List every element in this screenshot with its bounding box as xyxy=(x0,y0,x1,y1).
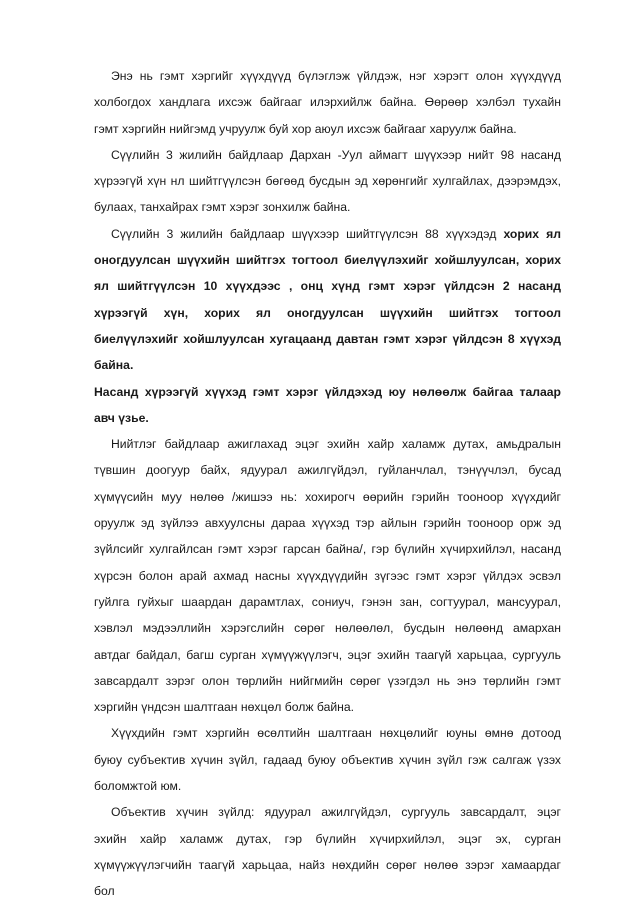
text-line: бол xyxy=(94,884,115,899)
text-line xyxy=(94,221,561,247)
text-line: оруулж эд зүйлээ авхуулсны дараа хүүхэд тэр айлын гэрийн тооноор орж эд xyxy=(94,516,561,531)
bold-text-segment: хорих ял xyxy=(503,226,561,241)
text-line: хүрээгүй хүн, хорих ял оногдуулсан шүүхийн шийтгэх тогтоол xyxy=(94,305,561,320)
text-line: Хүүхдийн гэмт хэргийн өсөлтийн шалтгаан нөхцөлийг юуны өмнө дотоод xyxy=(111,726,561,741)
text-line: гуйлга гуйхыг шаардан дарамтлах, сониуч, гэнэн зан, согтуурал, мансуурал, xyxy=(94,594,561,609)
text-line: боломжтой юм. xyxy=(94,779,182,794)
text-segment: Сүүлийн 3 жилийн байдлаар шүүхээр шийтгүүлсэн 88 хүүхэдэд xyxy=(111,226,504,241)
text-line: Нийтлэг байдлаар ажиглахад эцэг эхийн хайр халамж дутах, амьдралын xyxy=(111,437,561,452)
text-line: биелүүлэхийг хойшлуулсан хугацаанд давтан гэмт хэрэг үйлдсэн 8 хүүхэд xyxy=(94,331,561,346)
text-line: хүрсэн болон арай ахмад насны хүүхдүүдийн зүгээс гэмт хэрэг үйлдэх эсвэл xyxy=(94,568,561,583)
text-line: оногдуулсан шүүхийн шийтгэх тогтоол биелүүлэхийг хойшлуулсан, хорих xyxy=(94,253,561,268)
text-line: хүмүүжүүлэгчийн таагүй харьцаа, найз нөхдийн сөрөг нөлөө зэрэг хамаардаг xyxy=(94,857,561,872)
text-line: завсардалт зэрэг олон төрлийн нийгмийн сөрөг үзэгдэл нь энэ төрлийн гэмт xyxy=(94,673,561,688)
document-page xyxy=(94,63,561,905)
text-line: зүйлсийг хулгайлсан гэмт хэрэг гарсан байна/, гэр бүлийн хүчирхийлэл, насанд xyxy=(94,542,561,557)
text-line: авч үзье. xyxy=(94,410,149,425)
text-line: эхийн хайр халамж дутах, гэр бүлийн хүчирхийлэл, эцэг эх, сурган xyxy=(94,831,561,846)
text-line: түвшин доогуур байх, ядуурал ажилгүйдэл, гуйланчлал, тэнүүчлэл, бусад xyxy=(94,463,561,478)
text-line: хүмүүсийн муу нөлөө /жишээ нь: хохирогч өөрийн гэрийн тооноор хүүхдийг xyxy=(94,489,561,504)
text-line: хэргийн үндсэн шалтгаан нөхцөл болж байна. xyxy=(94,700,355,715)
text-line: ял шийтгүүлсэн 10 хүүхдээс , онц хүнд гэмт хэрэг үйлдсэн 2 насанд xyxy=(94,279,561,294)
text-line: хүрээгүй хүн нл шийтгүүлсэн бөгөөд бусдын эд хөрөнгийг хулгайлах, дээрэмдэх, xyxy=(94,174,561,189)
text-line: автдаг байдал, багш сурган хүмүүжүүлэгч, эцэг эхийн таагүй харьцаа, сургууль xyxy=(94,647,561,662)
text-line: байна. xyxy=(94,358,134,373)
text-line: Сүүлийн 3 жилийн байдлаар Дархан -Уул аймагт шүүхээр нийт 98 насанд xyxy=(111,147,561,162)
text-line: холбогдох хандлага ихсэж байгааг илэрхийлж байна. Өөрөөр хэлбэл тухайн xyxy=(94,95,561,110)
text-line: Объектив хүчин зүйлд: ядуурал ажилгүйдэл, сургууль завсардалт, эцэг xyxy=(111,805,561,820)
text-line: булаах, танхайрах гэмт хэрэг зонхилж байна. xyxy=(94,200,351,215)
text-line: Энэ нь гэмт хэргийг хүүхдүүд бүлэглэж үйлдэж, нэг хэрэгт олон хүүхдүүд xyxy=(111,69,561,83)
text-line: Насанд хүрээгүй хүүхэд гэмт хэрэг үйлдэхэд юу нөлөөлж байгаа талаар xyxy=(94,384,561,399)
text-line: буюу субъектив хүчин зүйл, гадаад буюу объектив хүчин зүйл гэж салгаж үзэх xyxy=(94,752,561,767)
text-line: хэвлэл мэдээллийн хэрэгслийн сөрөг нөлөөлөл, бусдын нөлөөнд амархан xyxy=(94,621,561,636)
text-line: гэмт хэргийн нийгэмд учруулж буй хор аюул ихсэж байгааг харуулж байна. xyxy=(94,121,517,136)
